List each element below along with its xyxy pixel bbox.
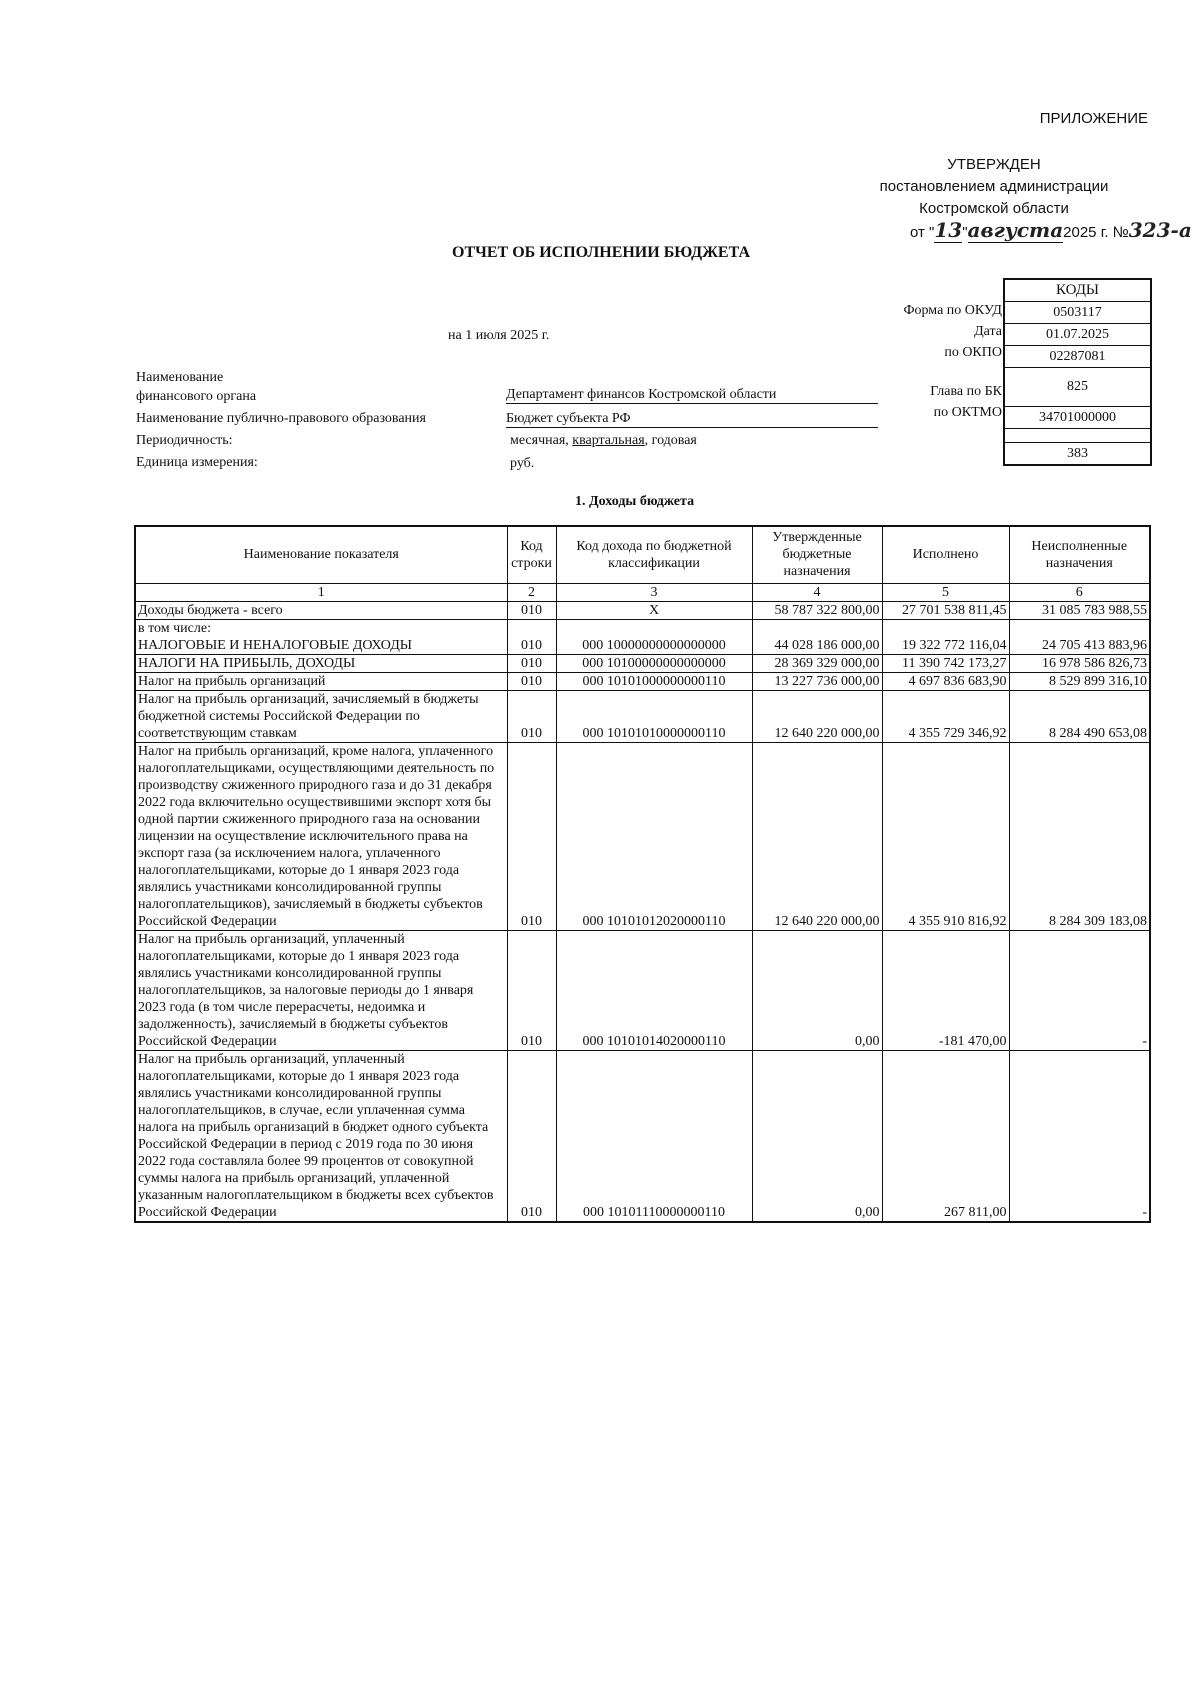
row-income-code: 000 10101014020000110 <box>556 930 752 1050</box>
report-date: на 1 июля 2025 г. <box>448 328 550 343</box>
fin-org-value: Департамент финансов Костромской области <box>506 387 878 404</box>
row-name: Налог на прибыль организаций, уплаченный налогоплательщиками, которые до 1 января 2023 года являлись участниками консолидированной группы налогоплательщиков, за налоговые периоды до 1 января 2023 года (в том числе перерасчеты, недоимка и задолженность), зачисляемый в бюджеты субъектов Российской Федерации <box>135 930 507 1050</box>
row-name: Налог на прибыль организаций, зачисляемый в бюджеты бюджетной системы Российской Федерации по соответствующим ставкам <box>135 690 507 742</box>
row-line-code: 010 <box>507 1050 556 1222</box>
periodicity-value: месячная, квартальная, годовая <box>510 433 697 448</box>
order-month: августа <box>967 218 1064 242</box>
row-executed: 27 701 538 811,45 <box>882 601 1009 619</box>
order-day: 13 <box>934 218 963 242</box>
row-line-code: 010 <box>507 742 556 930</box>
row-executed: 4 355 910 816,92 <box>882 742 1009 930</box>
row-unexecuted: 8 284 309 183,08 <box>1009 742 1150 930</box>
row-name: Налог на прибыль организаций, кроме налога, уплаченного налогоплательщиками, осуществляющими деятельность по производству сжиженного природного газа и до 31 декабря 2022 года включительно осуществившими экспорт хотя бы одной партии сжиженного природного газа на основании лицензии на осуществление исключительного права на экспорт газа (за исключением налога, уплаченного налогоплательщиками, которые до 1 января 2023 года являлись участниками консолидированной группы налогоплательщиков), зачисляемый в бюджеты субъектов Российской Федерации <box>135 742 507 930</box>
row-executed: 19 322 772 116,04 <box>882 619 1009 654</box>
col-header-unexecuted: Неисполненные назначения <box>1009 526 1150 583</box>
row-approved: 58 787 322 800,00 <box>752 601 882 619</box>
row-executed: 267 811,00 <box>882 1050 1009 1222</box>
row-unexecuted: 31 085 783 988,55 <box>1009 601 1150 619</box>
row-line-code: 010 <box>507 930 556 1050</box>
row-income-code: 000 10100000000000000 <box>556 654 752 672</box>
row-name: Налог на прибыль организаций <box>135 672 507 690</box>
date-label: Дата <box>974 324 1002 339</box>
row-line-code: 010 <box>507 690 556 742</box>
table-row <box>135 619 1150 654</box>
row-name: Доходы бюджета - всего <box>135 601 507 619</box>
row-income-code: X <box>556 601 752 619</box>
approved-heading: УТВЕРЖДЕН <box>947 156 1041 173</box>
table-row <box>135 742 1150 930</box>
table-row <box>135 1050 1150 1222</box>
okud-code: 0503117 <box>1005 302 1150 324</box>
section-title: 1. Доходы бюджета <box>575 494 695 509</box>
oktmo-label: по ОКТМО <box>933 405 1002 420</box>
row-income-code: 000 10101110000000110 <box>556 1050 752 1222</box>
codes-box <box>1003 278 1152 466</box>
row-approved: 28 369 329 000,00 <box>752 654 882 672</box>
table-row <box>135 654 1150 672</box>
unit-label: Единица измерения: <box>136 455 258 470</box>
row-income-code: 000 10101010000000110 <box>556 690 752 742</box>
table-row <box>135 690 1150 742</box>
okpo-code: 02287081 <box>1005 346 1150 368</box>
col-header-approved: Утвержденные бюджетные назначения <box>752 526 882 583</box>
row-line-code: 010 <box>507 654 556 672</box>
row-name: Налог на прибыль организаций, уплаченный налогоплательщиками, которые до 1 января 2023 года являлись участниками консолидированной группы налогоплательщиков, в случае, если уплаченная сумма налога на прибыль организаций в бюджет одного субъекта Российской Федерации в период с 2019 года по 30 июня 2022 года составляла более 99 процентов от совокупной суммы налога на прибыль организаций, уплаченной указанным налогоплательщиком в бюджеты всех субъектов Российской Федерации <box>135 1050 507 1222</box>
row-executed: 4 355 729 346,92 <box>882 690 1009 742</box>
approved-line-3: Костромской области <box>919 200 1069 217</box>
order-line: от "13"августа2025 г. №323-а <box>910 218 1192 242</box>
row-unexecuted: - <box>1009 1050 1150 1222</box>
row-unexecuted: 8 284 490 653,08 <box>1009 690 1150 742</box>
order-number: 323-а <box>1128 218 1192 242</box>
row-approved: 0,00 <box>752 930 882 1050</box>
row-line-code: 010 <box>507 619 556 654</box>
col-number: 3 <box>556 583 752 601</box>
row-executed: 11 390 742 173,27 <box>882 654 1009 672</box>
okpo-label: по ОКПО <box>944 345 1002 360</box>
col-header-code: Код дохода по бюджетной классификации <box>556 526 752 583</box>
bk-code: 825 <box>1005 368 1150 407</box>
table-row <box>135 930 1150 1050</box>
row-unexecuted: 8 529 899 316,10 <box>1009 672 1150 690</box>
periodicity-label: Периодичность: <box>136 433 233 448</box>
col-number: 5 <box>882 583 1009 601</box>
entity-value: Бюджет субъекта РФ <box>506 411 878 428</box>
col-header-line: Код строки <box>507 526 556 583</box>
row-line-code: 010 <box>507 672 556 690</box>
row-approved: 12 640 220 000,00 <box>752 690 882 742</box>
table-row <box>135 601 1150 619</box>
row-line-code: 010 <box>507 601 556 619</box>
entity-label: Наименование публично-правового образования <box>136 411 426 426</box>
row-income-code: 000 10101000000000110 <box>556 672 752 690</box>
approval-block <box>864 154 1124 220</box>
row-unexecuted: 16 978 586 826,73 <box>1009 654 1150 672</box>
row-approved: 44 028 186 000,00 <box>752 619 882 654</box>
row-approved: 0,00 <box>752 1050 882 1222</box>
income-table <box>134 525 1151 1223</box>
unit-value: руб. <box>510 456 535 471</box>
periodicity-code <box>1005 429 1150 443</box>
codes-header: КОДЫ <box>1005 280 1150 302</box>
appendix-label: ПРИЛОЖЕНИЕ <box>1039 110 1148 127</box>
date-code: 01.07.2025 <box>1005 324 1150 346</box>
oktmo-code: 34701000000 <box>1005 407 1150 429</box>
col-header-executed: Исполнено <box>882 526 1009 583</box>
page-title: ОТЧЕТ ОБ ИСПОЛНЕНИИ БЮДЖЕТА <box>452 244 751 261</box>
col-number: 1 <box>135 583 507 601</box>
okud-label: Форма по ОКУД <box>903 303 1002 318</box>
row-name: в том числе: НАЛОГОВЫЕ И НЕНАЛОГОВЫЕ ДОХОДЫ <box>135 619 507 654</box>
unit-code: 383 <box>1067 446 1088 461</box>
row-income-code: 000 10101012020000110 <box>556 742 752 930</box>
col-number: 6 <box>1009 583 1150 601</box>
table-row <box>135 672 1150 690</box>
row-unexecuted: - <box>1009 930 1150 1050</box>
row-name: НАЛОГИ НА ПРИБЫЛЬ, ДОХОДЫ <box>135 654 507 672</box>
col-number: 4 <box>752 583 882 601</box>
row-approved: 13 227 736 000,00 <box>752 672 882 690</box>
fin-org-label: Наименование финансового органа <box>136 370 257 404</box>
row-executed: -181 470,00 <box>882 930 1009 1050</box>
row-executed: 4 697 836 683,90 <box>882 672 1009 690</box>
row-income-code: 000 10000000000000000 <box>556 619 752 654</box>
row-approved: 12 640 220 000,00 <box>752 742 882 930</box>
col-header-name: Наименование показателя <box>135 526 507 583</box>
approved-line-2: постановлением администрации <box>879 178 1109 195</box>
bk-label: Глава по БК <box>930 384 1002 399</box>
row-unexecuted: 24 705 413 883,96 <box>1009 619 1150 654</box>
col-number: 2 <box>507 583 556 601</box>
